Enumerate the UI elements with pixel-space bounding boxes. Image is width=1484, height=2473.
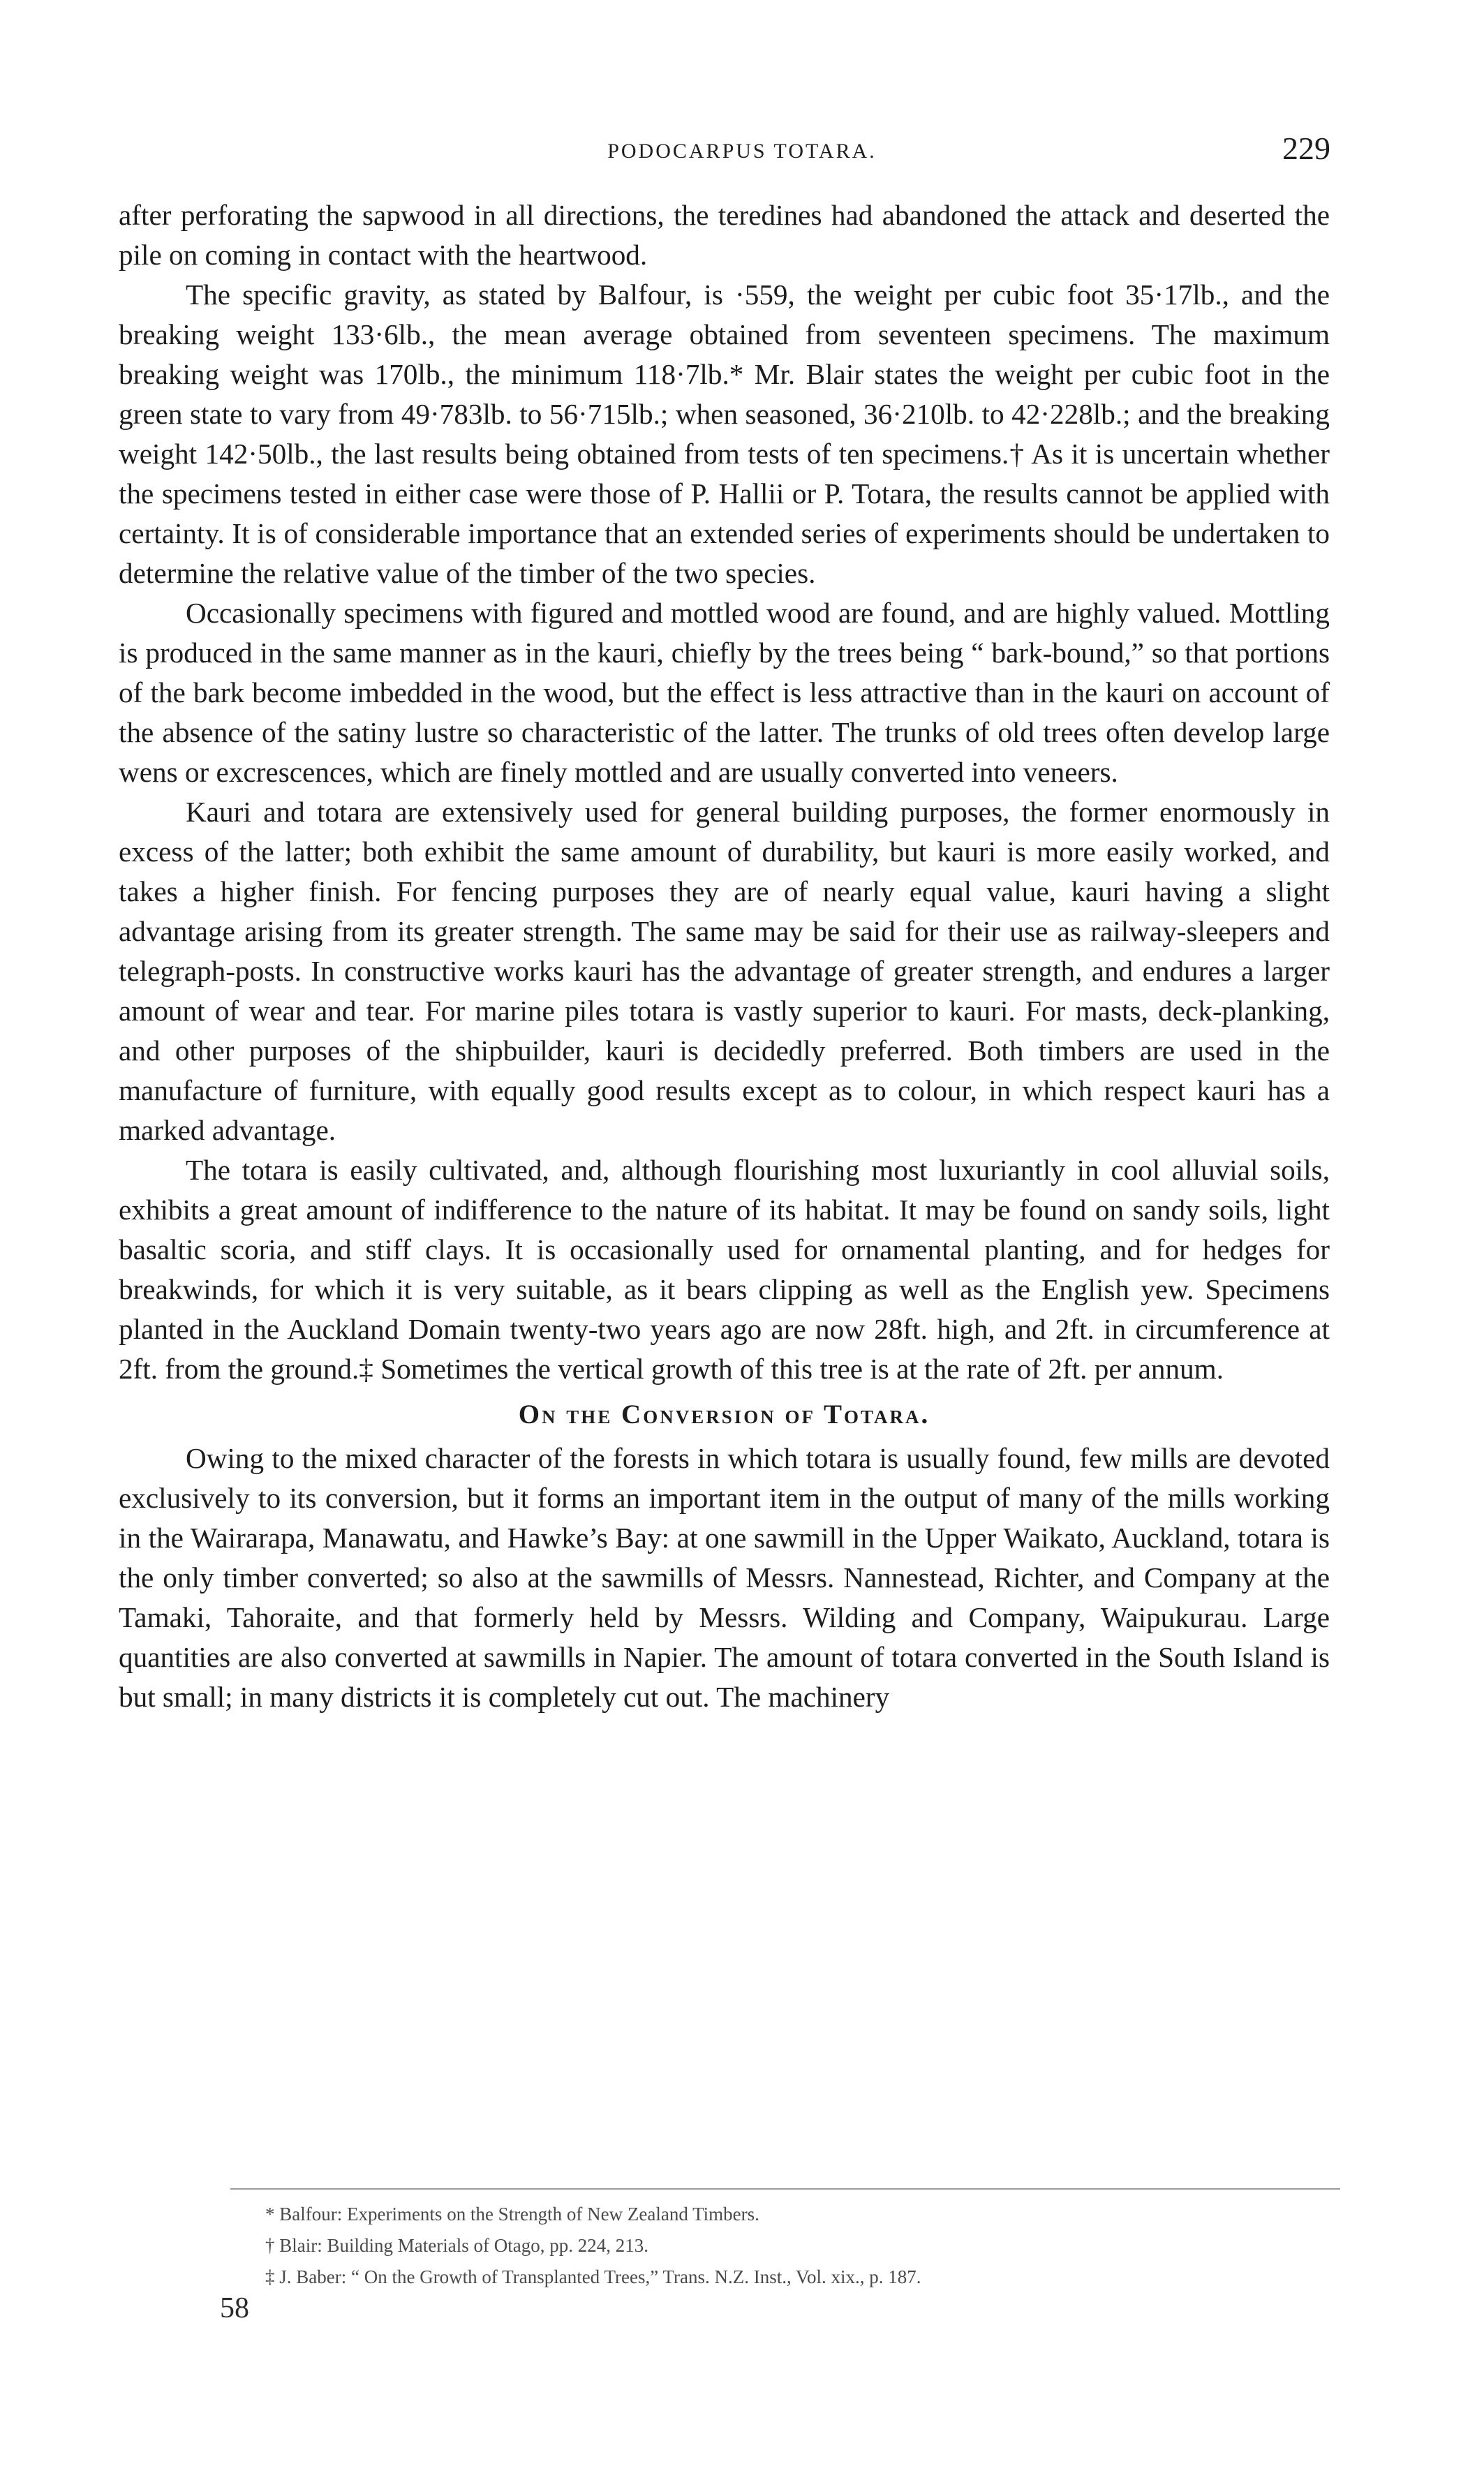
footnotes (265, 2199, 1354, 2293)
footnote-baber: ‡ J. Baber: “ On the Growth of Transplanted Trees,” Trans. N.Z. Inst., Vol. xix., p. 187. (265, 2266, 921, 2287)
section-heading: On the Conversion of Totara. (518, 1399, 930, 1429)
paragraph-kauri-comparison: Kauri and totara are extensively used for general building purposes, the former enormously in excess of the latter; both exhibit the same amount of durability, but kauri is more easily worked, and takes a higher finish. For fencing purposes they are of nearly equal value, kauri having a slight advantage arising from its greater strength. The same may be said for their use as railway-sleepers and telegraph-posts. In constructive works kauri has the advantage of greater strength, and endures a larger amount of wear and tear. For marine piles totara is vastly superior to kauri. For masts, deck-planking, and other purposes of the shipbuilder, kauri is decidedly preferred. Both timbers are used in the manufacture of furniture, with equally good results except as to colour, in which respect kauri has a marked advantage. (119, 796, 1330, 1146)
paragraph-cultivation: The totara is easily cultivated, and, although flourishing most luxuriantly in cool alluvial soils, exhibits a great amount of indifference to the nature of its habitat. It may be found on sandy soils, light basaltic scoria, and stiff clays. It is occasionally used for ornamental planting, and for hedges for breakwinds, for which it is very suitable, as it bears clipping as well as the English yew. Specimens planted in the Auckland Domain twenty-two years ago are now 28ft. high, and 2ft. in circumference at 2ft. from the ground.‡ Sometimes the vertical growth of this tree is at the rate of 2ft. per annum. (119, 1154, 1330, 1385)
running-title: PODOCARPUS TOTARA. (607, 140, 877, 163)
paragraph-continued: after perforating the sapwood in all directions, the teredines had abandoned the attack and deserted the pile on coming in contact with the heartwood. (119, 199, 1330, 271)
footnote-blair: † Blair: Building Materials of Otago, pp. 224, 213. (265, 2235, 648, 2256)
paragraph-specific-gravity: The specific gravity, as stated by Balfour, is ·559, the weight per cubic foot 35·17lb., and the breaking weight 133·6lb., the mean average obtained from seventeen specimens. The maximum breaking weight was 170lb., the minimum 118·7lb.* Mr. Blair states the weight per cubic foot in the green state to vary from 49·783lb. to 56·715lb.; when seasoned, 36·210lb. to 42·228lb.; and the breaking weight 142·50lb., the last results being obtained from tests of ten specimens.† As it is uncertain whether the specimens tested in either case were those of P. Hallii or P. Totara, the results cannot be applied with certainty. It is of considerable importance that an extended series of experiments should be undertaken to determine the relative value of the timber of the two species. (119, 279, 1330, 589)
signature-mark: 58 (220, 2292, 249, 2324)
footnote-rule (230, 2188, 1340, 2190)
page-header (0, 131, 1484, 174)
paragraph-conversion: Owing to the mixed character of the forests in which totara is usually found, few mills are devoted exclusively to its conversion, but it forms an important item in the output of many of the mills working in the Wairarapa, Manawatu, and Hawke’s Bay: at one sawmill in the Upper Waikato, Auckland, totara is the only timber converted; so also at the sawmills of Messrs. Nannestead, Richter, and Company at the Tamaki, Tahoraite, and that formerly held by Messrs. Wilding and Company, Waipukurau. Large quantities are also converted at sawmills in Napier. The amount of totara converted in the South Island is but small; in many districts it is completely cut out. The machinery (119, 1442, 1330, 1713)
body-text (119, 195, 1330, 1717)
paragraph-mottling: Occasionally specimens with figured and mottled wood are found, and are highly valued. Mottling is produced in the same manner as in the kauri, chiefly by the trees being “ bark-bound,” so that portions of the bark become imbedded in the wood, but the effect is less attractive than in the kauri on account of the absence of the satiny lustre so characteristic of the latter. The trunks of old trees often develop large wens or excrescences, which are finely mottled and are usually converted into veneers. (119, 597, 1330, 788)
footnote-balfour: * Balfour: Experiments on the Strength of New Zealand Timbers. (265, 2204, 759, 2225)
page-number: 229 (1282, 131, 1330, 166)
